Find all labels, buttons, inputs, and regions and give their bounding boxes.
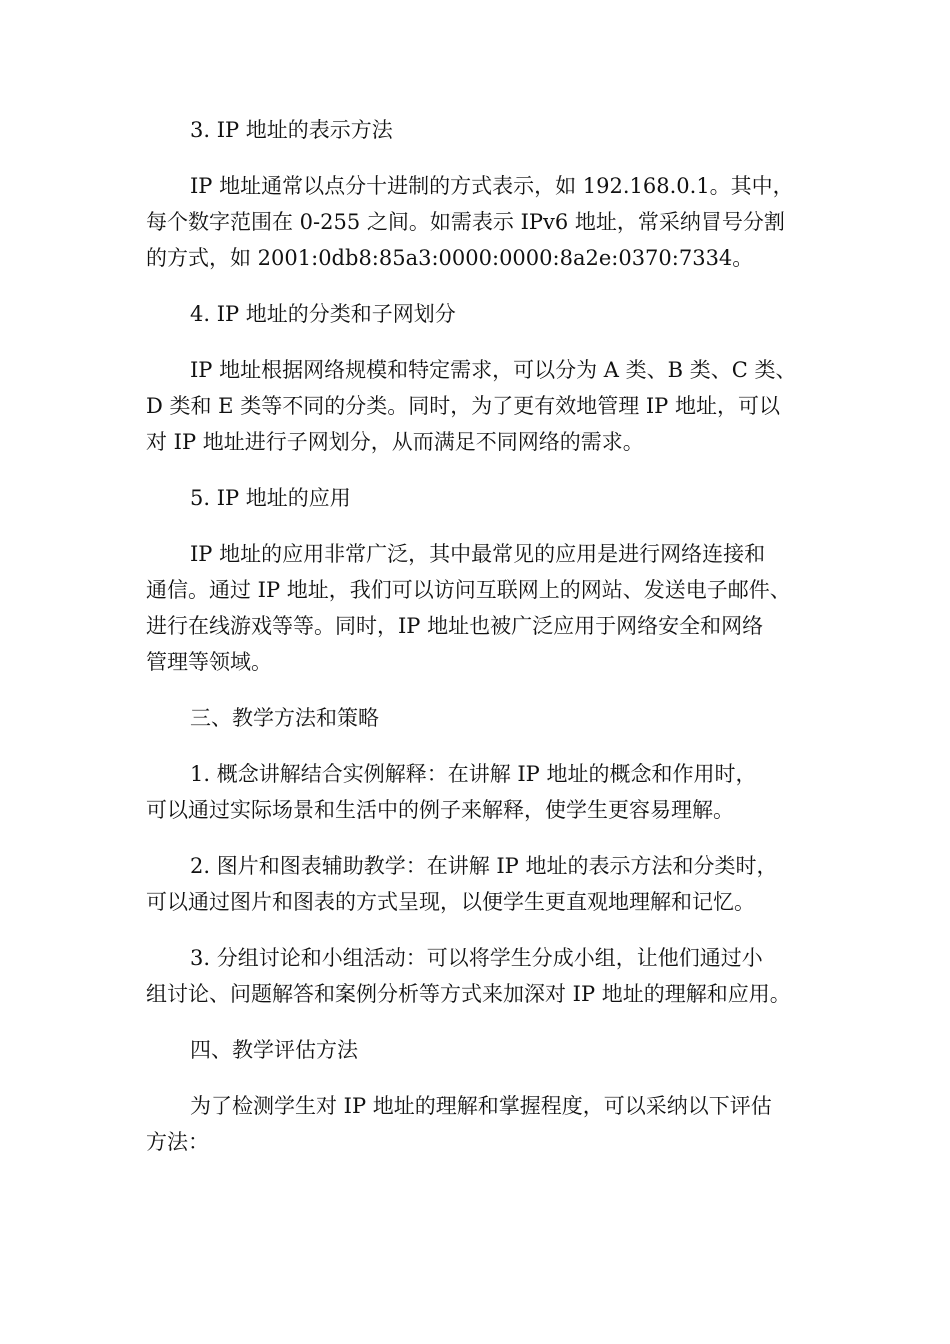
text-line: 三、教学方法和策略 <box>190 706 379 730</box>
section-heading <box>146 480 816 516</box>
text-line: 5. IP 地址的应用 <box>190 486 351 510</box>
text-line: D 类和 E 类等不同的分类。同时，为了更有效地管理 IP 地址，可以 <box>146 394 780 418</box>
paragraph <box>146 848 816 920</box>
text-line: IP 地址根据网络规模和特定需求，可以分为 A 类、B 类、C 类、 <box>190 358 797 382</box>
paragraph <box>146 536 816 680</box>
text-line: 对 IP 地址进行子网划分，从而满足不同网络的需求。 <box>146 430 644 454</box>
text-line: 四、教学评估方法 <box>190 1038 358 1062</box>
text-line: 每个数字范围在 0-255 之间。如需表示 IPv6 地址，常采纳冒号分割 <box>146 210 785 234</box>
text-line: 为了检测学生对 IP 地址的理解和掌握程度，可以采纳以下评估 <box>190 1094 772 1118</box>
text-line: 4. IP 地址的分类和子网划分 <box>190 302 456 326</box>
document-body <box>146 112 816 1180</box>
text-line: 可以通过图片和图表的方式呈现，以便学生更直观地理解和记忆。 <box>146 890 755 914</box>
text-line: 方法： <box>146 1130 209 1154</box>
text-line: IP 地址通常以点分十进制的方式表示，如 192.168.0.1。其中， <box>190 174 794 198</box>
section-heading <box>146 700 816 736</box>
text-line: 3. 分组讨论和小组活动：可以将学生分成小组，让他们通过小 <box>190 946 763 970</box>
text-line: 的方式，如 2001:0db8:85a3:0000:0000:8a2e:0370:7334。 <box>146 246 754 270</box>
text-line: 通信。通过 IP 地址，我们可以访问互联网上的网站、发送电子邮件、 <box>146 578 791 602</box>
paragraph <box>146 940 816 1012</box>
text-line: 3. IP 地址的表示方法 <box>190 118 393 142</box>
text-line: IP 地址的应用非常广泛，其中最常见的应用是进行网络连接和 <box>190 542 766 566</box>
paragraph <box>146 168 816 276</box>
text-line: 1. 概念讲解结合实例解释：在讲解 IP 地址的概念和作用时， <box>190 762 757 786</box>
text-line: 管理等领域。 <box>146 650 272 674</box>
paragraph <box>146 352 816 460</box>
paragraph <box>146 1088 816 1160</box>
text-line: 进行在线游戏等等。同时，IP 地址也被广泛应用于网络安全和网络 <box>146 614 764 638</box>
text-line: 2. 图片和图表辅助教学：在讲解 IP 地址的表示方法和分类时， <box>190 854 778 878</box>
section-heading <box>146 296 816 332</box>
section-heading <box>146 1032 816 1068</box>
paragraph <box>146 756 816 828</box>
text-line: 组讨论、问题解答和案例分析等方式来加深对 IP 地址的理解和应用。 <box>146 982 791 1006</box>
section-heading <box>146 112 816 148</box>
text-line: 可以通过实际场景和生活中的例子来解释，使学生更容易理解。 <box>146 798 734 822</box>
